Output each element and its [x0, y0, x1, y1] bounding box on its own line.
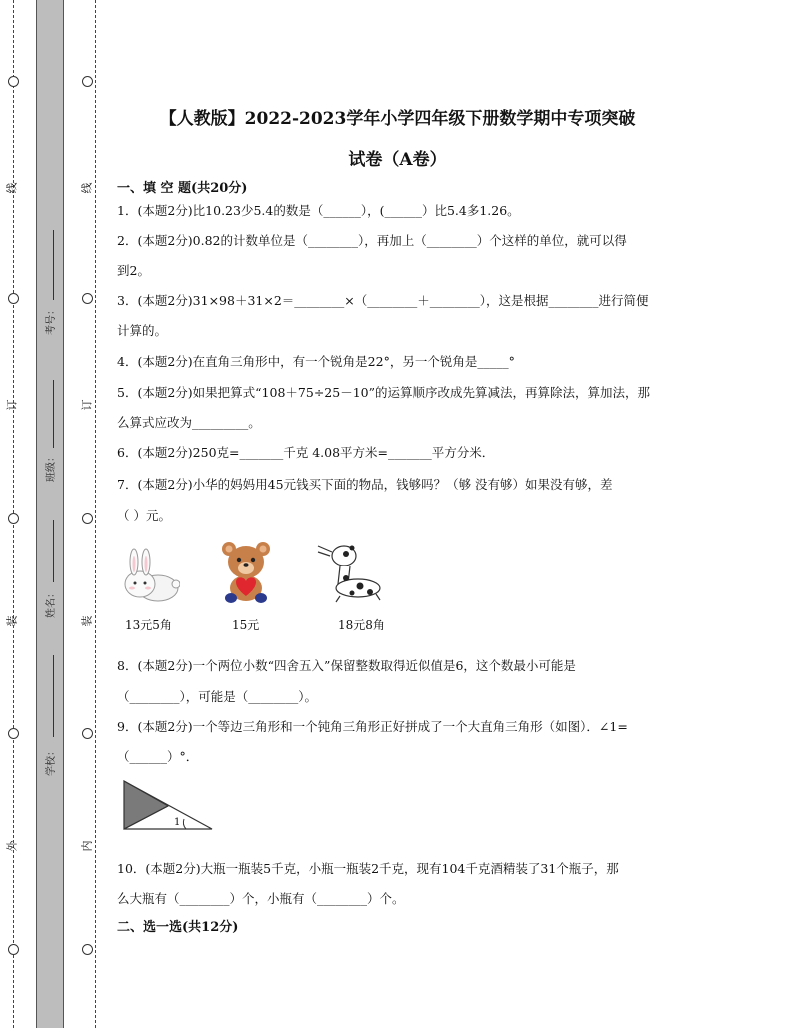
inner-char-ding: 订 [80, 399, 94, 411]
binding-hole [82, 293, 93, 304]
question-line: 6．(本题2分)250克=_______千克 4.08平方米=_______平方分米． [117, 445, 495, 460]
field-school: 学校： [46, 746, 57, 776]
binding-hole [8, 76, 19, 87]
item-price-bear: 15元 [232, 618, 260, 632]
question-line: （ ）元。 [117, 508, 171, 523]
binding-hole [8, 944, 19, 955]
question-line: 么大瓶有（________）个，小瓶有（________）个。 [117, 891, 405, 906]
question-line: 7．(本题2分)小华的妈妈用45元钱买下面的物品，钱够吗？（够 没有够）如果没有够，差 [117, 477, 613, 492]
outer-char-zhuang: 装 [5, 615, 19, 627]
bear-icon [218, 540, 274, 604]
field-underline [53, 520, 54, 582]
binding-hole [82, 728, 93, 739]
question-line: 10．(本题2分)大瓶一瓶装5千克，小瓶一瓶装2千克，现有104千克酒精装了31个瓶子，那 [117, 861, 619, 876]
binding-bar [36, 0, 64, 1028]
exam-title-line1: 【人教版】2022-2023学年小学四年级下册数学期中专项突破 [159, 109, 636, 129]
angle-label: 1 [174, 817, 181, 828]
item-price-deer: 18元8角 [338, 618, 385, 632]
inner-char-nei: 内 [80, 840, 94, 852]
outer-char-xian: 线 [5, 182, 19, 194]
rabbit-icon [118, 548, 180, 606]
question-line: （______）°． [117, 749, 199, 764]
inner-cut-line [95, 0, 96, 1028]
question-line: 么算式应改为_________。 [117, 415, 261, 430]
question-line: 到2。 [117, 263, 150, 278]
field-underline [53, 655, 54, 737]
field-name: 姓名： [46, 588, 57, 618]
deer-icon [314, 538, 384, 604]
item-price-rabbit: 13元5角 [125, 618, 172, 632]
field-underline [53, 380, 54, 448]
binding-hole [82, 76, 93, 87]
section-heading-fill-blank: 一、填 空 题(共20分) [117, 181, 248, 196]
section-heading-choice: 二、选一选(共12分) [117, 920, 239, 935]
binding-hole [8, 513, 19, 524]
question-line: 3．(本题2分)31×98＋31×2＝________×（________＋________），这是根据________进行简便 [117, 293, 649, 308]
question-line: （________），可能是（________）。 [117, 689, 318, 704]
field-underline [53, 230, 54, 300]
question-line: 计算的。 [117, 323, 168, 338]
inner-char-zhuang: 装 [80, 615, 94, 627]
question-line: 1．(本题2分)比10.23少5.4的数是（______），(______）比5.4多1.26。 [117, 203, 520, 218]
question-line: 2．(本题2分)0.82的计数单位是（________），再加上（________）个这样的单位，就可以得 [117, 233, 627, 248]
outer-char-ding: 订 [5, 399, 19, 411]
inner-char-xian: 线 [80, 182, 94, 194]
question-line: 5．(本题2分)如果把算式“108＋75÷25－10”的运算顺序改成先算减法，再算除法，算加法，那 [117, 385, 650, 400]
question-line: 4．(本题2分)在直角三角形中，有一个锐角是22°，另一个锐角是_____° [117, 354, 515, 369]
field-exam-number: 考号： [46, 305, 57, 335]
binding-hole [82, 513, 93, 524]
outer-char-wai: 外 [5, 840, 19, 852]
binding-hole [8, 293, 19, 304]
question-line: 9．(本题2分)一个等边三角形和一个钝角三角形正好拼成了一个大直角三角形（如图）．∠1= [117, 719, 628, 734]
question-line: 8．(本题2分)一个两位小数“四舍五入”保留整数取得近似值是6，这个数最小可能是 [117, 658, 576, 673]
triangle-figure [120, 778, 216, 834]
exam-title-line2: 试卷（A卷） [348, 150, 447, 170]
field-class: 班级： [46, 452, 57, 482]
binding-hole [82, 944, 93, 955]
binding-hole [8, 728, 19, 739]
